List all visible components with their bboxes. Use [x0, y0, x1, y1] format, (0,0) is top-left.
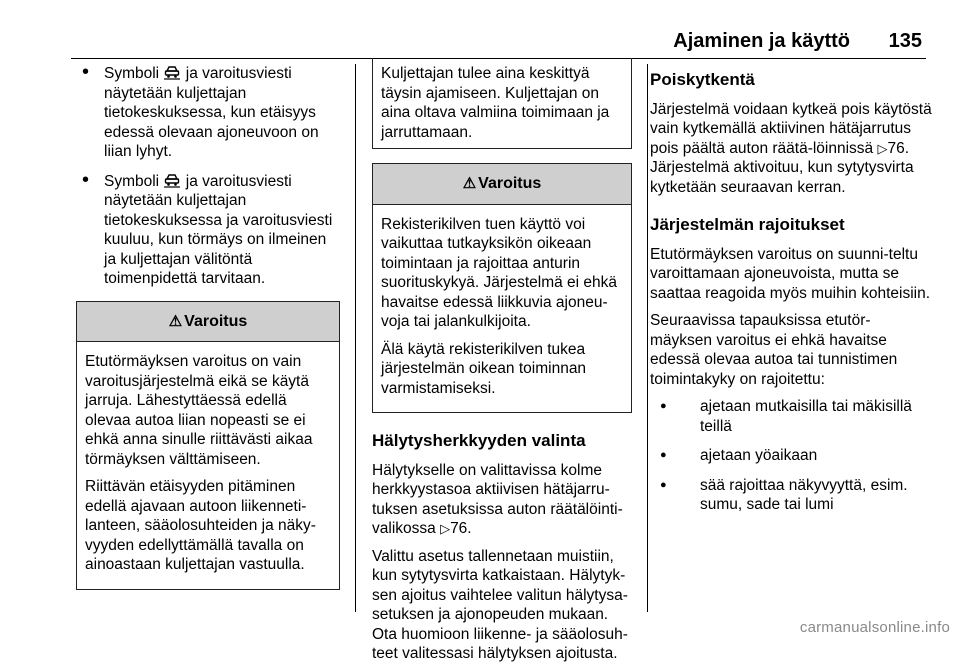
list-item: • Symboli ja varoitusviesti näytetään kuljettajan tietokeskuksessa, kun etäisyys edessä olevaan ajoneuvoon on liian lyhyt. [76, 64, 340, 162]
warning-text: Etutörmäyksen varoitus on vain varoitusjärjestelmä eikä se käytä jarruja. Lähestyttäessä edellä olevaa autoa liian nopeasti se ei ehkä anna sinulle riittävästi aikaa törmäyksen välttämiseen. [85, 353, 313, 468]
warning-triangle-icon: ⚠ [168, 312, 183, 330]
warning-text: Rekisterikilven tuen käyttö voi vaikuttaa tutkayksikön oikeaan toimintaan ja rajoittaa anturin suorituskykyä. Järjestelmä ei ehkä havaitse edessä liikkuvia ajoneu-voja tai jalankulkijoita. [381, 215, 618, 330]
paragraph: Järjestelmä voidaan kytkeä pois käytöstä vain kytkemällä aktiivinen hätäjarrutus pois päältä auton räätä-löinnissä ▷76. Järjestelmä aktivoituu, kun sytytysvirta kytketään seuraavan kerran. [650, 100, 932, 196]
warning-header: ⚠ Varoitus [373, 164, 631, 205]
section-heading: Poiskytkentä [650, 70, 755, 89]
section-title: Ajaminen ja käyttö [673, 30, 850, 52]
warning-header: ⚠ Varoitus [77, 302, 339, 343]
paragraph: Seuraavissa tapauksissa etutör-mäyksen varoitus ei ehkä havaitse edessä olevaa autoa tai tunnistimen toimintakyky on rajoitettu: [650, 312, 898, 388]
section-heading: Järjestelmän rajoitukset [650, 215, 845, 234]
section-heading: Hälytysherkkyyden valinta [372, 431, 586, 450]
warning-triangle-icon: ⚠ [462, 175, 477, 192]
watermark: carmanualsonline.info [799, 619, 950, 636]
column-3 [650, 64, 932, 525]
paragraph: Etutörmäyksen varoitus on suunni-teltu varoittamaan ajoneuvoista, mutta se saattaa reagoida myös muihin kohteisiin. [650, 245, 931, 302]
forward-collision-car-icon [163, 64, 181, 80]
page-reference[interactable]: 76. [450, 520, 472, 537]
column-divider-1 [355, 64, 356, 612]
column-2 [372, 58, 632, 672]
paragraph: Valittu asetus tallennetaan muistiin, kun sytytysvirta katkaistaan. Hälytyk-sen ajoitus vaihtelee valitun hälytysa-setuksen ja ajonopeuden mukaan. Ota huomioon liikenne- ja sääolosuh-teet valitessasi hälytyksen ajoitusta. [372, 547, 628, 662]
page-reference-icon: ▷ [877, 140, 888, 156]
list-item: ● ajetaan mutkaisilla tai mäkisillä teillä [660, 397, 932, 436]
page-reference-icon: ▷ [440, 521, 451, 536]
page-reference[interactable]: 76. [887, 139, 910, 157]
list-item: • Symboli ja varoitusviesti näytetään kuljettajan tietokeskuksessa ja varoitusviesti kuuluu, kun törmäys on ilmeinen ja kuljettajan välitöntä toimenpidettä tarvitaan. [76, 172, 340, 289]
warning-box [372, 163, 632, 413]
page-number: 135 [888, 30, 922, 52]
page-header [0, 18, 960, 58]
warning-box [76, 301, 340, 590]
warning-text: Riittävän etäisyyden pitäminen edellä ajavaan autoon liikenneti-lanteen, sääolosuhteiden ja näky-vyyden edellyttämällä tavalla on ainoastaan kuljettajan vastuulla. [85, 478, 316, 573]
column-1 [76, 64, 340, 604]
forward-collision-car-icon [163, 172, 181, 188]
notice-box [372, 58, 632, 149]
warning-text: Älä käytä rekisterikilven tukea järjestelmän oikean toiminnan varmistamiseksi. [381, 340, 587, 397]
notice-text: Kuljettajan tulee aina keskittyä täysin ajamiseen. Kuljettajan on aina oltava valmiina toimimaan ja jarruttamaan. [381, 65, 610, 141]
list-item: ● ajetaan yöaikaan [660, 446, 932, 466]
paragraph: Hälytykselle on valittavissa kolme herkkyystasoa aktiivisen hätäjarru-tuksen asetuksissa auton räätälöinti-valikossa ▷76. [372, 461, 623, 537]
column-divider-2 [647, 64, 648, 612]
list-item: ● sää rajoittaa näkyvyyttä, esim. sumu, sade tai lumi [660, 476, 932, 515]
